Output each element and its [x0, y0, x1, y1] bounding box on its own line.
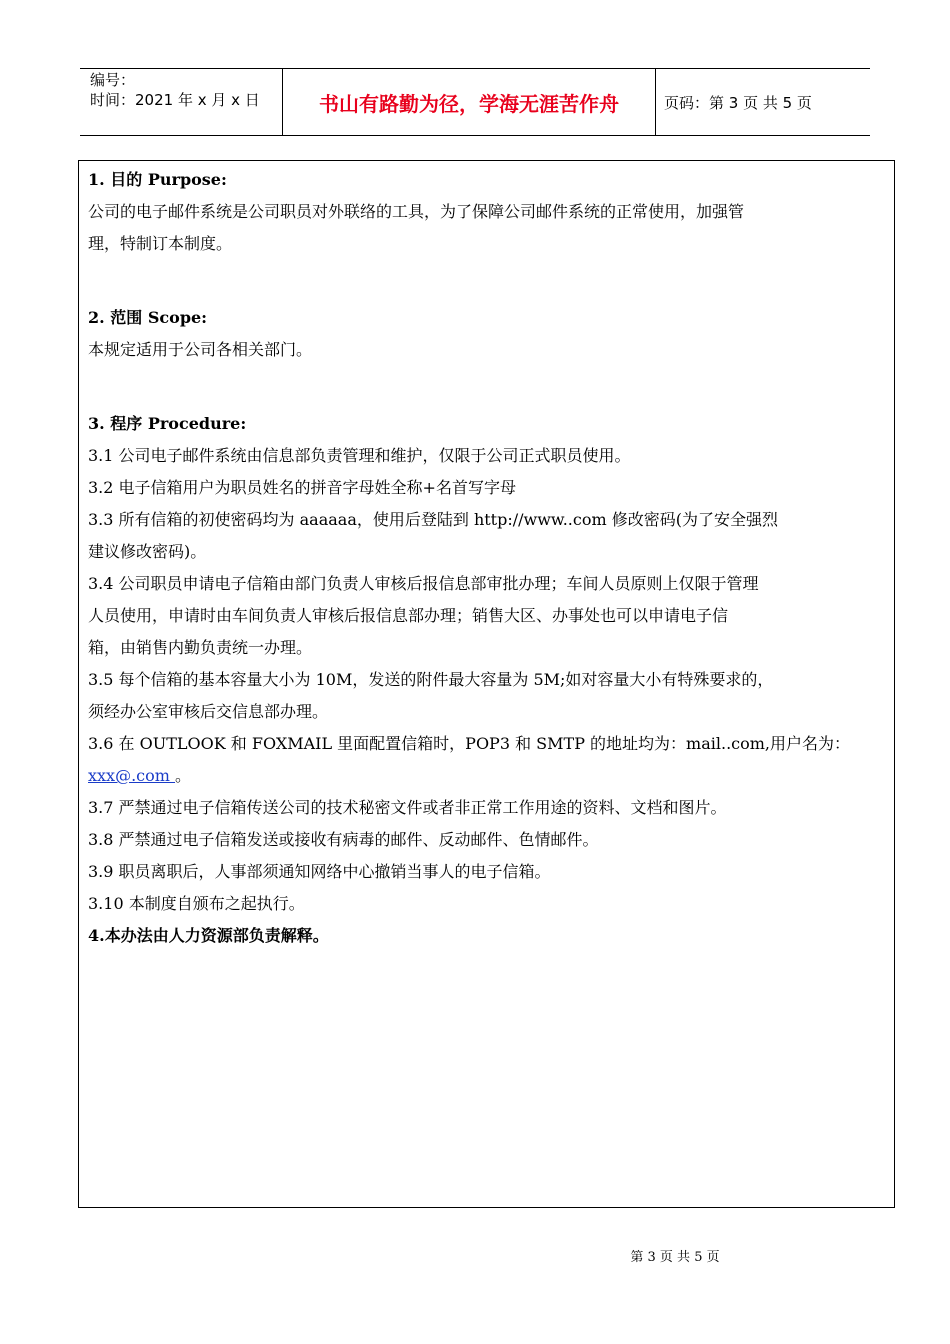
- procedure-item: 3.7 严禁通过电子信箱传送公司的技术秘密文件或者非正常工作用途的资料、文档和图片。: [88, 798, 727, 817]
- section-interpretation: 4.本办法由人力资源部负责解释。: [88, 926, 329, 945]
- paragraph: 理，特制订本制度。: [88, 234, 233, 253]
- procedure-item: 3.2 电子信箱用户为职员姓名的拼音字母姓全称+名首写字母: [88, 478, 516, 497]
- period: 。: [175, 766, 192, 785]
- page-footer: [0, 1246, 950, 1265]
- section-purpose-title: 1. 目的 Purpose:: [88, 170, 227, 189]
- procedure-item: 3.4 公司职员申请电子信箱由部门负责人审核后报信息部审批办理；车间人员原则上仅限于管理: [88, 574, 759, 593]
- procedure-item: 3.9 职员离职后，人事部须通知网络中心撤销当事人的电子信箱。: [88, 862, 551, 881]
- procedure-item-cont: 箱，由销售内勤负责统一办理。: [88, 638, 313, 657]
- procedure-item-cont: 人员使用，申请时由车间负责人审核后报信息部办理；销售大区、办事处也可以申请电子信: [88, 606, 729, 625]
- procedure-item: 3.10 本制度自颁布之起执行。: [88, 894, 305, 913]
- document-number-label: 编号：: [90, 71, 136, 89]
- paragraph: 公司的电子邮件系统是公司职员对外联络的工具，为了保障公司邮件系统的正常使用，加强管: [88, 202, 745, 221]
- header-slogan: 书山有路勤为径，学海无涯苦作舟: [319, 91, 619, 116]
- document-time-label: 时间：2021 年 x 月 x 日: [90, 91, 260, 109]
- footer-page-number: 第 3 页 共 5 页: [630, 1250, 720, 1265]
- procedure-item: 3.5 每个信箱的基本容量大小为 10M，发送的附件最大容量为 5M;如对容量大小有特殊要求的，: [88, 670, 774, 689]
- paragraph: 本规定适用于公司各相关部门。: [88, 340, 313, 359]
- procedure-item-cont: 须经办公室审核后交信息部办理。: [88, 702, 329, 721]
- header-meta: [90, 70, 260, 110]
- document-body: [88, 164, 888, 952]
- procedure-item: 3.6 在 OUTLOOK 和 FOXMAIL 里面配置信箱时，POP3 和 SMTP 的地址均为：mail..com,用户名为：: [88, 734, 851, 753]
- procedure-item-cont: [88, 760, 888, 792]
- procedure-item: 3.8 严禁通过电子信箱发送或接收有病毒的邮件、反动邮件、色情邮件。: [88, 830, 599, 849]
- email-link[interactable]: xxx@.com: [88, 766, 176, 785]
- section-procedure-title: 3. 程序 Procedure:: [88, 414, 247, 433]
- header-page-info: 页码：第 3 页 共 5 页: [664, 94, 812, 112]
- header-divider: [655, 68, 656, 136]
- procedure-item: 3.3 所有信箱的初使密码均为 aaaaaa，使用后登陆到 http://www..com 修改密码(为了安全强烈: [88, 510, 778, 529]
- procedure-item: 3.1 公司电子邮件系统由信息部负责管理和维护，仅限于公司正式职员使用。: [88, 446, 631, 465]
- procedure-item-cont: 建议修改密码)。: [88, 542, 207, 561]
- section-scope-title: 2. 范围 Scope:: [88, 308, 208, 327]
